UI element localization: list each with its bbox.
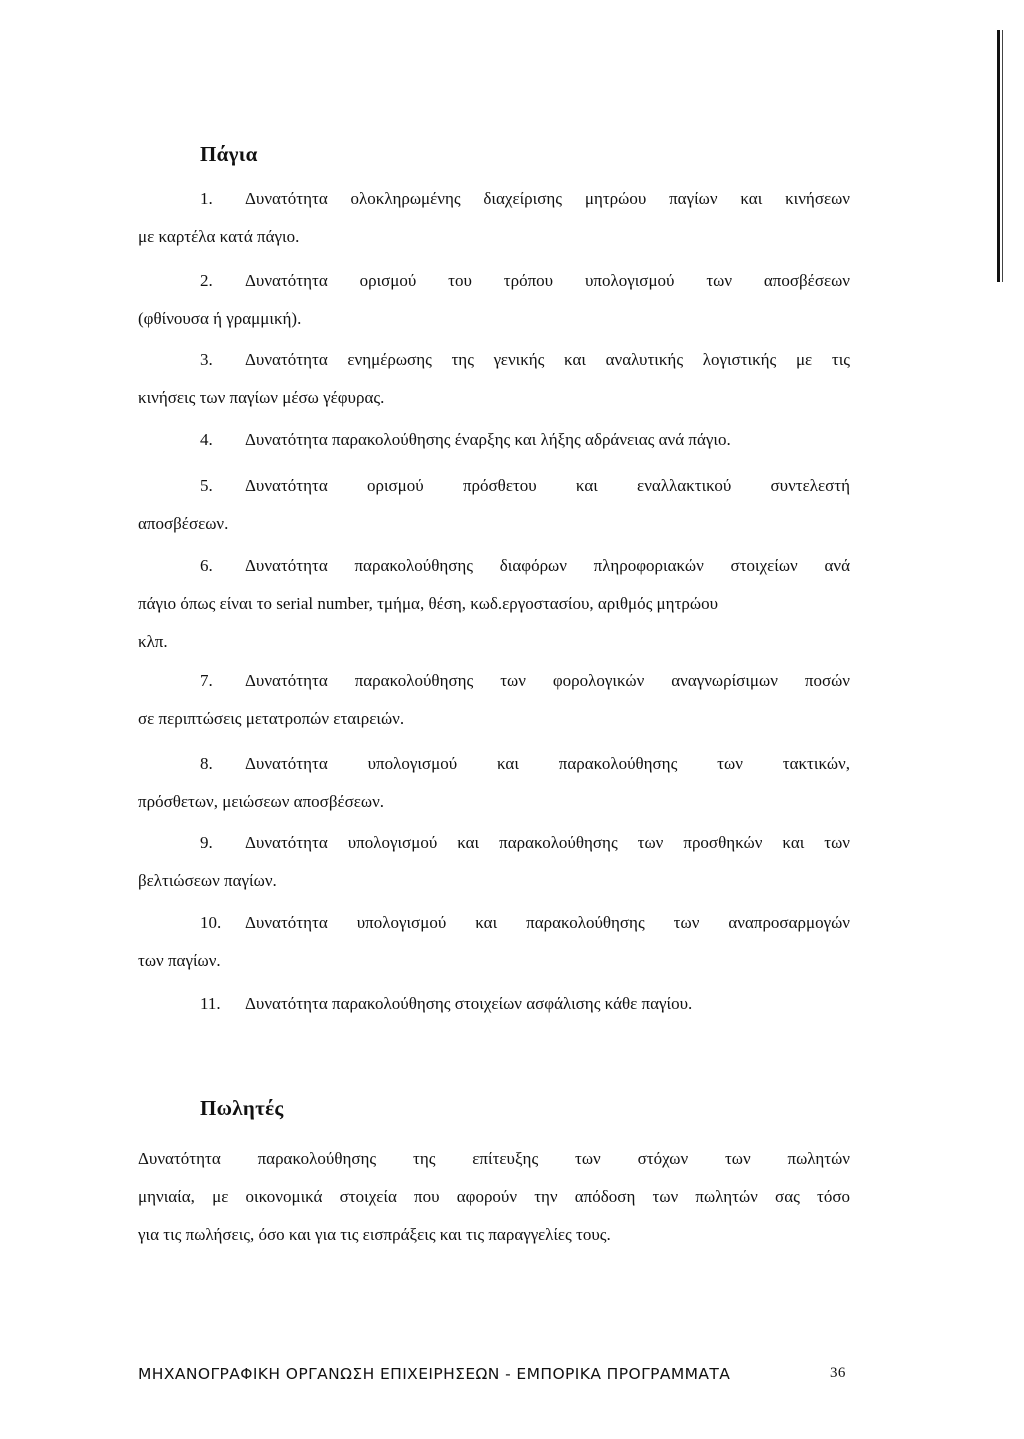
list-item-number: 11. — [200, 994, 221, 1013]
list-item-number: 1. — [200, 189, 213, 208]
paragraph-line: Δυνατότητα παρακολούθησης της επίτευξης των στόχων των πωλητών — [138, 1149, 850, 1168]
list-item-7 — [138, 662, 850, 738]
section-heading-fixed-assets: Πάγια — [200, 142, 258, 166]
list-item-continuation: κινήσεις των παγίων μέσω γέφυρας. — [138, 388, 385, 407]
list-item-first-line: 4. Δυνατότητα παρακολούθησης έναρξης και λήξης αδράνειας ανά πάγιο. — [138, 421, 850, 459]
scan-edge-line-thin — [1002, 30, 1003, 282]
list-item-continuation: πρόσθετων, μειώσεων αποσβέσεων. — [138, 792, 385, 811]
list-item-number: 5. — [200, 476, 213, 495]
scan-edge-line — [997, 30, 1000, 282]
list-item-first-line: 5. Δυνατότητα ορισμού πρόσθετου και εναλλακτικού συντελεστή — [138, 467, 850, 505]
list-item-continuation: (φθίνουσα ή γραμμική). — [138, 309, 302, 328]
list-item-first-line: 11. Δυνατότητα παρακολούθησης στοιχείων ασφάλισης κάθε παγίου. — [138, 985, 850, 1023]
list-item-2 — [138, 262, 850, 338]
list-item-first-line: 1. Δυνατότητα ολοκληρωμένης διαχείρισης μητρώου παγίων και κινήσεων — [138, 180, 850, 218]
paragraph-line: μηνιαία, με οικονομικά στοιχεία που αφορούν την απόδοση των πωλητών σας τόσο — [138, 1187, 850, 1206]
list-item-continuation: σε περιπτώσεις μετατροπών εταιρειών. — [138, 709, 405, 728]
list-item-continuation: βελτιώσεων παγίων. — [138, 871, 277, 890]
paragraph-line: για τις πωλήσεις, όσο και για τις εισπράξεις και τις παραγγελίες τους. — [138, 1225, 611, 1244]
page-number: 36 — [830, 1365, 846, 1381]
list-item-6 — [138, 547, 850, 661]
list-item-10 — [138, 904, 850, 980]
list-item-first-line: 7. Δυνατότητα παρακολούθησης των φορολογικών αναγνωρίσιμων ποσών — [138, 662, 850, 700]
list-item-11 — [138, 985, 850, 1023]
list-item-first-line: 3. Δυνατότητα ενημέρωσης της γενικής και αναλυτικής λογιστικής με τις — [138, 341, 850, 379]
list-item-first-line: 6. Δυνατότητα παρακολούθησης διαφόρων πληροφοριακών στοιχείων ανά — [138, 547, 850, 585]
list-item-continuation: πάγιο όπως είναι το serial number, τμήμα, θέση, κωδ.εργοστασίου, αριθμός μητρώου — [138, 594, 718, 613]
list-item-number: 6. — [200, 556, 213, 575]
list-item-first-line: 9. Δυνατότητα υπολογισμού και παρακολούθησης των προσθηκών και των — [138, 824, 850, 862]
list-item-8 — [138, 745, 850, 821]
list-item-number: 4. — [200, 430, 213, 449]
list-item-first-line: 2. Δυνατότητα ορισμού του τρόπου υπολογισμού των αποσβέσεων — [138, 262, 850, 300]
list-item-number: 3. — [200, 350, 213, 369]
section-heading-sellers: Πωλητές — [200, 1096, 284, 1120]
list-item-continuation: με καρτέλα κατά πάγιο. — [138, 227, 300, 246]
list-item-3 — [138, 341, 850, 417]
list-item-9 — [138, 824, 850, 900]
list-item-1 — [138, 180, 850, 256]
footer-text: ΜΗΧΑΝΟΓΡΑΦΙΚΗ ΟΡΓΑΝΩΣΗ ΕΠΙΧΕΙΡΗΣΕΩΝ - ΕΜΠΟΡΙΚΑ ΠΡΟΓΡΑΜΜΑΤΑ — [138, 1365, 731, 1383]
list-item-first-line: 10. Δυνατότητα υπολογισμού και παρακολούθησης των αναπροσαρμογών — [138, 904, 850, 942]
list-item-first-line: 8. Δυνατότητα υπολογισμού και παρακολούθησης των τακτικών, — [138, 745, 850, 783]
list-item-number: 7. — [200, 671, 213, 690]
page-footer — [138, 1365, 850, 1383]
list-item-5 — [138, 467, 850, 543]
list-item-continuation: αποσβέσεων. — [138, 514, 229, 533]
sellers-paragraph — [138, 1140, 850, 1254]
list-item-continuation: των παγίων. — [138, 951, 221, 970]
list-item-4 — [138, 421, 850, 459]
list-item-number: 9. — [200, 833, 213, 852]
list-item-number: 8. — [200, 754, 213, 773]
list-item-continuation-2: κλπ. — [138, 632, 168, 651]
list-item-number: 2. — [200, 271, 213, 290]
list-item-number: 10. — [200, 913, 222, 932]
